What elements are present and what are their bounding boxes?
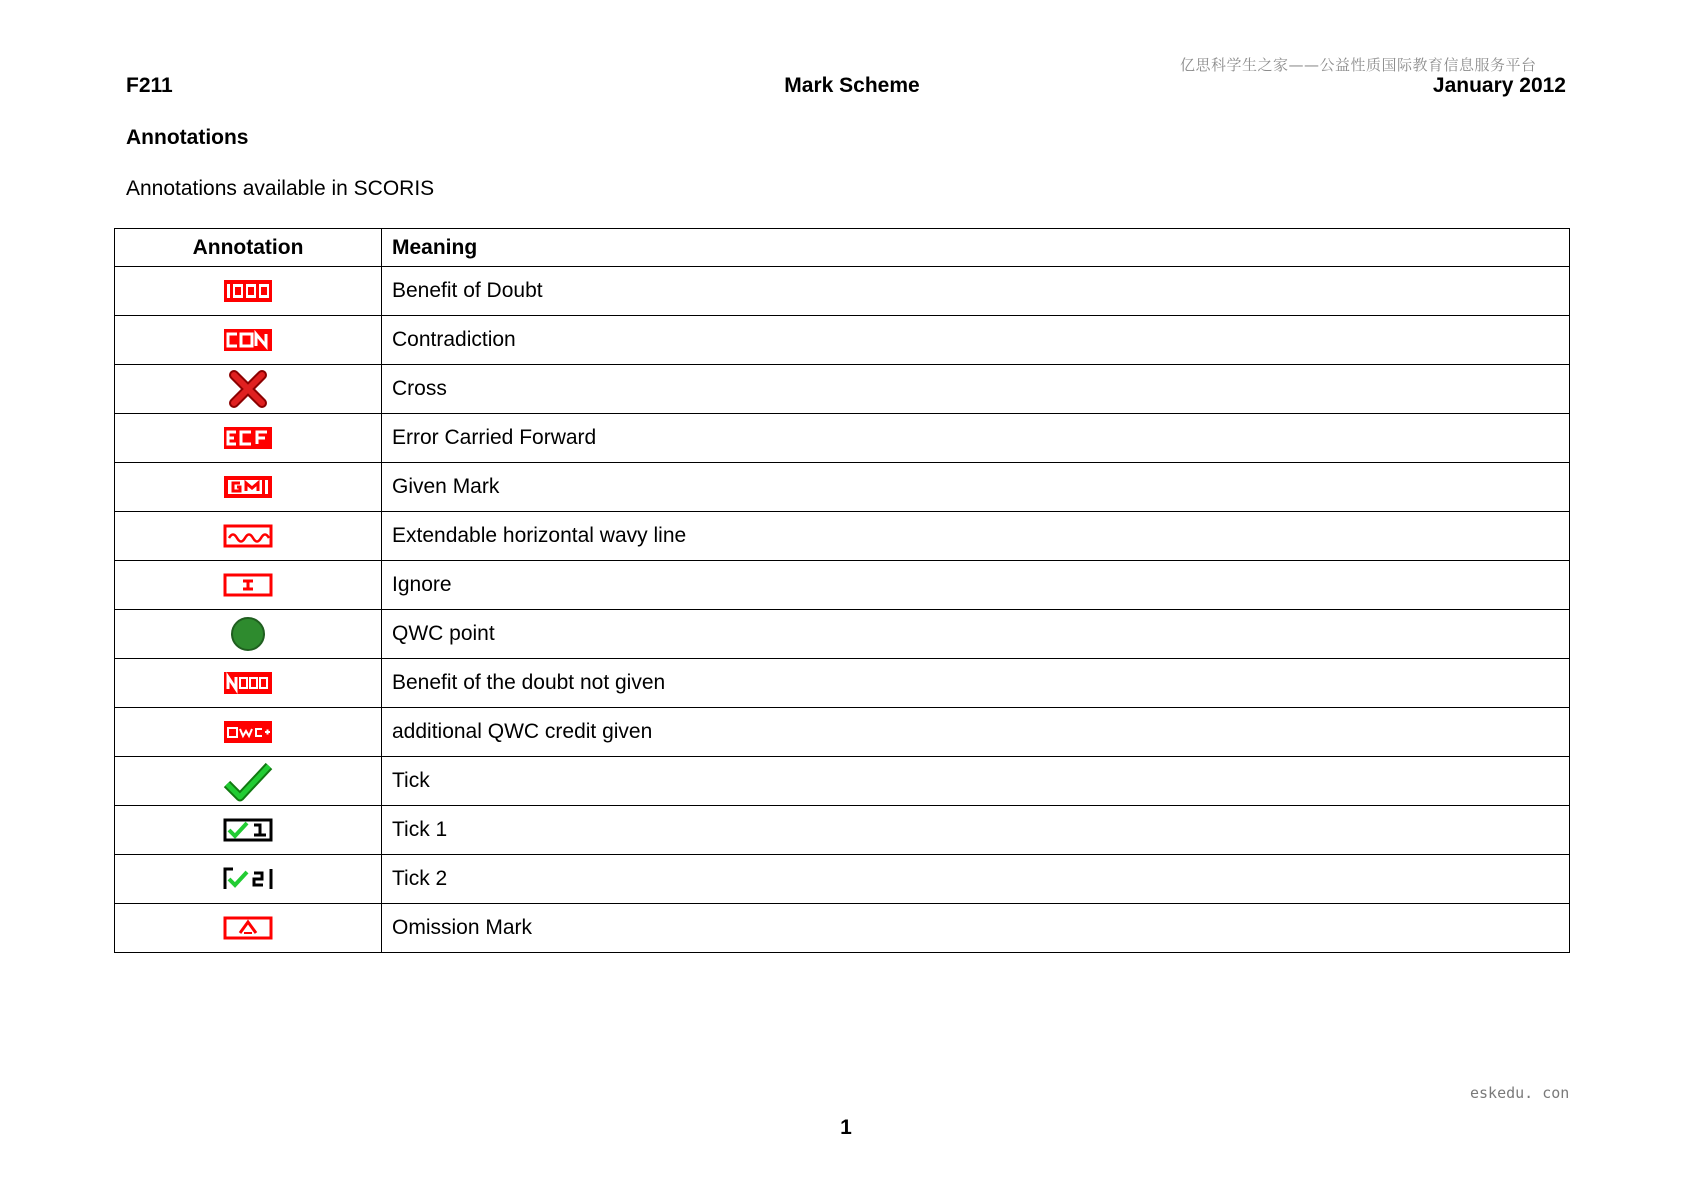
table-row xyxy=(115,659,1570,708)
row-meaning: Ignore xyxy=(382,561,1570,610)
row-meaning: Benefit of Doubt xyxy=(382,267,1570,316)
row-meaning: Tick 1 xyxy=(382,806,1570,855)
intro-text: Annotations available in SCORIS xyxy=(126,177,435,200)
omission-mark-icon xyxy=(223,916,273,940)
row-meaning: Tick 2 xyxy=(382,855,1570,904)
header-date: January 2012 xyxy=(1432,74,1566,97)
row-meaning: additional QWC credit given xyxy=(382,708,1570,757)
row-meaning: Contradiction xyxy=(382,316,1570,365)
column-header-meaning: Meaning xyxy=(382,229,1570,267)
ecf-stamp-icon xyxy=(223,426,273,450)
cross-icon xyxy=(228,369,268,409)
con-stamp-icon xyxy=(223,328,273,352)
row-meaning: Extendable horizontal wavy line xyxy=(382,512,1570,561)
table-header-row xyxy=(115,229,1570,267)
table-row xyxy=(115,855,1570,904)
bod-stamp-icon xyxy=(223,279,273,303)
row-meaning: Benefit of the doubt not given xyxy=(382,659,1570,708)
row-meaning: QWC point xyxy=(382,610,1570,659)
row-meaning: Cross xyxy=(382,365,1570,414)
table-row xyxy=(115,757,1570,806)
table-row xyxy=(115,904,1570,953)
qwc-credit-stamp-icon xyxy=(223,720,273,744)
table-row xyxy=(115,414,1570,463)
watermark-top: 亿思科学生之家——公益性质国际教育信息服务平台 xyxy=(1180,56,1537,74)
row-meaning: Tick xyxy=(382,757,1570,806)
table-row xyxy=(115,365,1570,414)
table-row xyxy=(115,806,1570,855)
table-row xyxy=(115,708,1570,757)
row-meaning: Given Mark xyxy=(382,463,1570,512)
ignore-stamp-icon xyxy=(223,573,273,597)
row-meaning: Error Carried Forward xyxy=(382,414,1570,463)
page-number: 1 xyxy=(840,1116,852,1139)
nbod-stamp-icon xyxy=(223,671,273,695)
wavy-line-icon xyxy=(223,524,273,548)
table-row xyxy=(115,561,1570,610)
gm-stamp-icon xyxy=(223,475,273,499)
header-title: Mark Scheme xyxy=(784,74,920,97)
qwc-point-icon xyxy=(228,614,268,654)
section-title: Annotations xyxy=(126,126,249,149)
row-meaning: Omission Mark xyxy=(382,904,1570,953)
table-row xyxy=(115,610,1570,659)
tick-1-icon xyxy=(223,818,273,842)
header-code: F211 xyxy=(126,74,173,97)
table-row xyxy=(115,267,1570,316)
annotations-table xyxy=(114,228,1570,953)
tick-2-icon xyxy=(223,867,273,891)
column-header-annotation: Annotation xyxy=(115,229,382,267)
table-row xyxy=(115,463,1570,512)
table-row xyxy=(115,512,1570,561)
watermark-bottom: eskedu. con xyxy=(1470,1084,1570,1102)
table-row xyxy=(115,316,1570,365)
tick-icon xyxy=(223,760,273,802)
